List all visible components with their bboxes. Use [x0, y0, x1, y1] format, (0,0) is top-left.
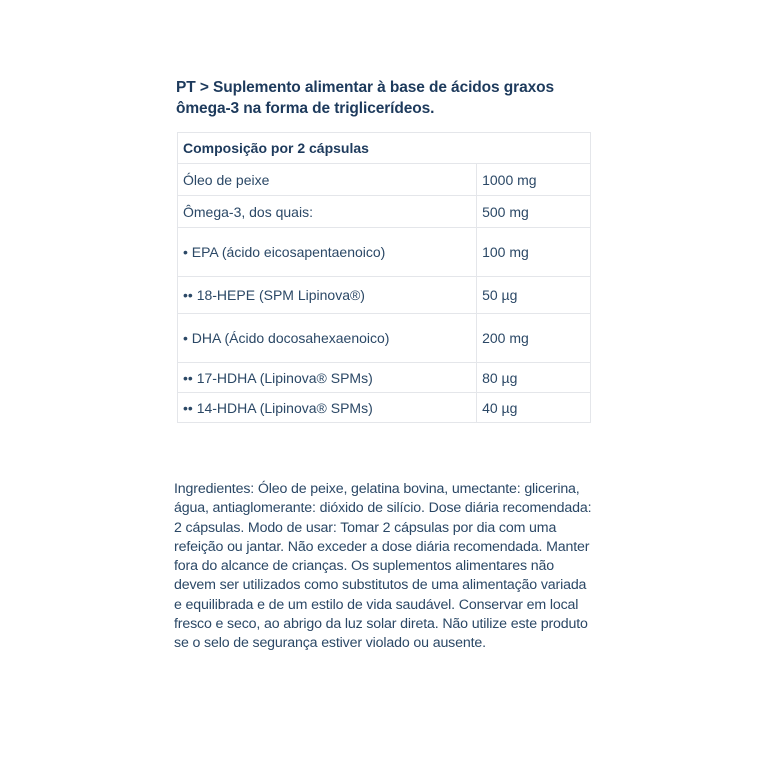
table-row [178, 196, 591, 228]
row-name: Ômega-3, dos quais: [178, 196, 477, 228]
table-row [178, 314, 591, 363]
table-header: Composição por 2 cápsulas [178, 133, 591, 164]
table-row [178, 393, 591, 423]
row-name: Óleo de peixe [178, 164, 477, 196]
row-value: 40 µg [477, 393, 591, 423]
row-value: 500 mg [477, 196, 591, 228]
row-value: 100 mg [477, 228, 591, 277]
table-row [178, 164, 591, 196]
row-value: 1000 mg [477, 164, 591, 196]
row-name: •• 17-HDHA (Lipinova® SPMs) [178, 363, 477, 393]
table-row [178, 228, 591, 277]
row-value: 80 µg [477, 363, 591, 393]
page-heading: PT > Suplemento alimentar à base de ácidos graxos ômega-3 na forma de triglicerídeos. [176, 79, 554, 117]
table-header-row [178, 133, 591, 164]
row-name: •• 14-HDHA (Lipinova® SPMs) [178, 393, 477, 423]
row-name: • DHA (Ácido docosahexaenoico) [178, 314, 477, 363]
row-name: •• 18-HEPE (SPM Lipinova®) [178, 277, 477, 314]
table-row [178, 277, 591, 314]
table-row [178, 363, 591, 393]
row-value: 200 mg [477, 314, 591, 363]
ingredients-text: Ingredientes: Óleo de peixe, gelatina bovina, umectante: glicerina, água, antiaglomerante: dióxido de silício. Dose diária recomendada: 2 cápsulas. Modo de usar: Tomar 2 cápsulas por dia com uma refeição ou jantar. Não exceder a dose diária recomendada. Manter fora do alcance de crianças. Os suplementos alimentares não devem ser utilizados como substitutos de uma alimentação variada e equilibrada e de um estilo de vida saudável. Conservar em local fresco e seco, ao abrigo da luz solar direta. Não utilize este produto se o selo de segurança estiver violado ou ausente. [174, 481, 592, 652]
row-value: 50 µg [477, 277, 591, 314]
row-name: • EPA (ácido eicosapentaenoico) [178, 228, 477, 277]
composition-table [177, 132, 591, 423]
